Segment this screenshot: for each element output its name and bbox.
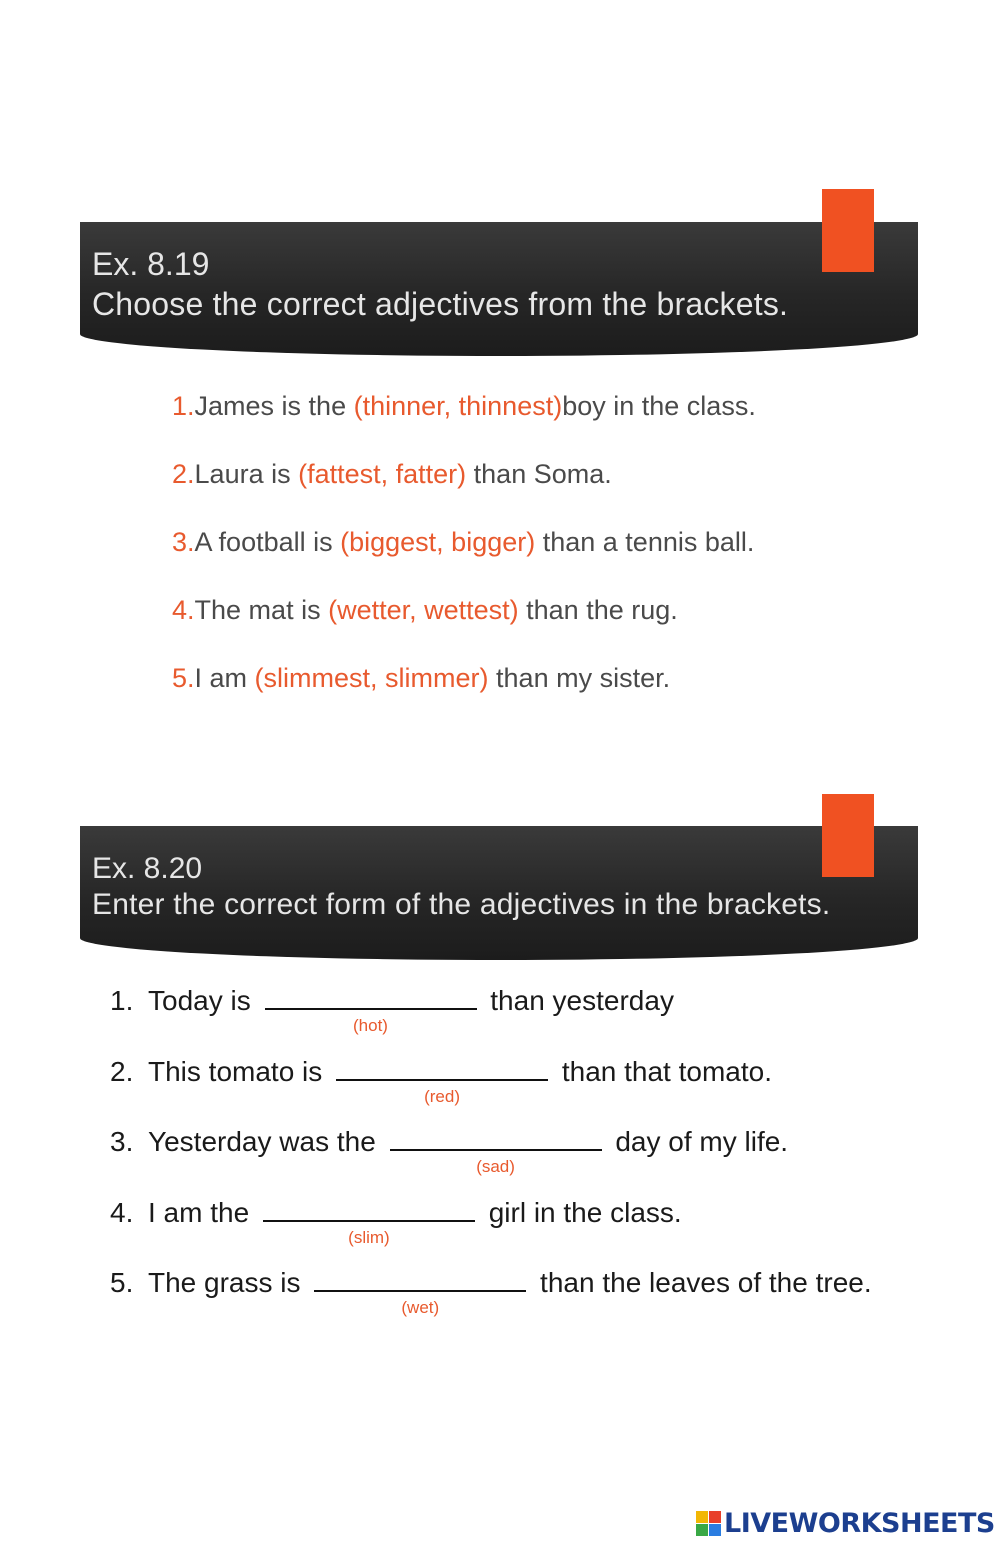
question-item: [172, 660, 756, 728]
adjective-hint: (wet): [401, 1298, 440, 1317]
question-text-before: Yesterday was the: [148, 1126, 384, 1157]
question-text-before: This tomato is: [148, 1055, 331, 1087]
question-number: 4.: [110, 1196, 134, 1228]
adjective-hint: (hot): [353, 1016, 388, 1035]
question-text-after: boy in the class.: [562, 391, 756, 421]
answer-blank-input[interactable]: [336, 1053, 548, 1106]
accent-bar: [822, 794, 874, 877]
question-item: [172, 524, 756, 592]
question-text-after: than a tennis ball.: [535, 527, 755, 557]
question-text-before: A football is: [194, 527, 341, 557]
question-text-after: than that tomato.: [554, 1055, 772, 1087]
question-item: [172, 388, 756, 456]
question-number: 2.: [172, 459, 195, 489]
question-number: 4.: [172, 595, 195, 625]
question-text-after: than yesterday: [482, 985, 674, 1016]
question-text-after: day of my life.: [607, 1126, 789, 1157]
question-number: 5.: [172, 663, 195, 693]
exercise-instruction: Choose the correct adjectives from the brackets.: [92, 286, 789, 322]
question-text-after: than the rug.: [518, 595, 678, 625]
question-item: [172, 592, 756, 660]
question-text-after: girl in the class.: [480, 1196, 682, 1228]
question-list-8-19: [172, 388, 756, 728]
question-item: [172, 456, 756, 524]
liveworksheets-logo[interactable]: [696, 1507, 995, 1539]
logo-text: LIVEWORKSHEETS: [724, 1507, 995, 1539]
answer-options[interactable]: (wetter, wettest): [328, 595, 519, 625]
question-text-before: The grass is: [148, 1267, 309, 1298]
question-text-before: James is the: [194, 391, 354, 421]
answer-options[interactable]: (slimmest, slimmer): [254, 663, 489, 693]
question-text-before: The mat is: [194, 595, 329, 625]
accent-bar: [822, 189, 874, 272]
question-item: [110, 1123, 872, 1194]
question-text-before: Laura is: [194, 459, 299, 489]
answer-blank-input[interactable]: [265, 982, 477, 1035]
question-number: 2.: [110, 1055, 134, 1087]
question-text-after: than my sister.: [488, 663, 671, 693]
answer-blank-input[interactable]: [263, 1194, 475, 1247]
question-item: [110, 1053, 872, 1124]
adjective-hint: (sad): [476, 1157, 515, 1176]
adjective-hint: (red): [424, 1086, 461, 1106]
question-number: 3.: [110, 1126, 134, 1157]
question-list-8-20: [110, 982, 872, 1335]
answer-options[interactable]: (thinner, thinnest): [353, 391, 563, 421]
answer-options[interactable]: (biggest, bigger): [340, 527, 536, 557]
question-item: [110, 1194, 872, 1265]
exercise-number: Ex. 8.19: [92, 246, 210, 282]
answer-blank-input[interactable]: [390, 1123, 602, 1176]
exercise-number: Ex. 8.20: [92, 852, 203, 885]
question-text-after: than the leaves of the tree.: [532, 1267, 872, 1298]
exercise-header-8-19: [80, 222, 918, 356]
question-number: 5.: [110, 1267, 134, 1298]
question-number: 1.: [172, 391, 195, 421]
question-item: [110, 982, 872, 1053]
question-number: 3.: [172, 527, 195, 557]
answer-blank-input[interactable]: [314, 1264, 526, 1317]
question-text-before: I am the: [148, 1196, 257, 1228]
exercise-header-8-20: [80, 826, 918, 960]
liveworksheets-logo-icon: [696, 1511, 721, 1536]
answer-options[interactable]: (fattest, fatter): [298, 459, 467, 489]
question-text-before: Today is: [148, 985, 259, 1016]
exercise-instruction: Enter the correct form of the adjectives in the brackets.: [92, 888, 831, 921]
question-item: [110, 1264, 872, 1335]
question-number: 1.: [110, 985, 134, 1016]
adjective-hint: (slim): [348, 1227, 390, 1247]
question-text-before: I am: [194, 663, 255, 693]
question-text-after: than Soma.: [466, 459, 612, 489]
